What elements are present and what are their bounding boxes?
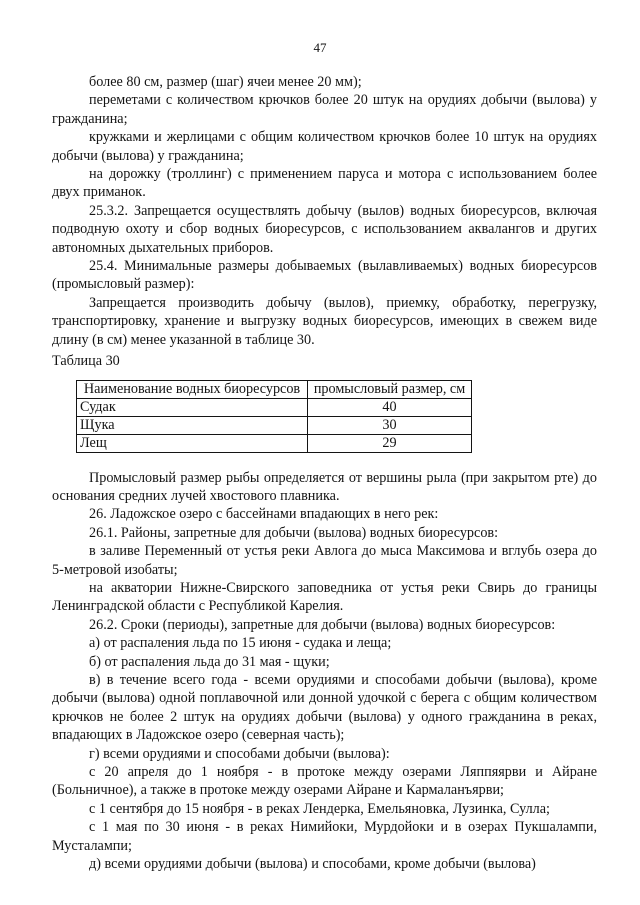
fish-size-table xyxy=(76,380,472,453)
paragraph: на дорожку (троллинг) с применением паруса и мотора с использованием более двух приманок. xyxy=(52,166,597,201)
document-body xyxy=(52,73,597,873)
paragraph: более 80 см, размер (шаг) ячеи менее 20 мм); xyxy=(89,74,362,90)
paragraph: Запрещается производить добычу (вылов), приемку, обработку, перегрузку, транспортировку, хранение и выгрузку водных биоресурсов, имеющих в свежем виде длину (в см) менее указанной в таблице 30. xyxy=(52,294,597,348)
table-cell-species: Судак xyxy=(77,398,308,416)
table-row xyxy=(77,416,472,434)
table-header-size: промысловый размер, см xyxy=(308,380,472,398)
paragraph: в заливе Переменный от устья реки Авлога до мыса Максимова и вглубь озера до 5-метровой изобаты; xyxy=(52,543,597,578)
table-row xyxy=(77,434,472,452)
table-cell-size: 30 xyxy=(308,416,472,434)
paragraph: 26.1. Районы, запретные для добычи (вылова) водных биоресурсов: xyxy=(89,524,499,541)
page-number: 47 xyxy=(313,40,327,55)
paragraph: д) всеми орудиями добычи (вылова) и способами, кроме добычи (вылова) xyxy=(89,856,536,873)
paragraph: б) от распаления льда до 31 мая - щуки; xyxy=(89,653,330,670)
table-row xyxy=(77,398,472,416)
table-cell-size: 29 xyxy=(308,434,472,452)
paragraph: 25.3.2. Запрещается осуществлять добычу (вылов) водных биоресурсов, включая подводную охоту и сбор водных биоресурсов, с использованием аквалангов и других автономных дыхательных приборов. xyxy=(52,202,597,256)
table-spacer xyxy=(52,453,597,469)
table-header-row xyxy=(77,380,472,398)
table-cell-species: Щука xyxy=(77,416,308,434)
paragraph: с 1 сентября до 15 ноября - в реках Лендерка, Емельяновка, Лузинка, Сулла; xyxy=(89,800,550,817)
paragraph: 25.4. Минимальные размеры добываемых (вылавливаемых) водных биоресурсов (промысловый размер): xyxy=(52,258,597,293)
paragraph: с 20 апреля до 1 ноября - в протоке между озерами Ляппяярви и Айране (Больничное), а также в протоке между озерами Айране и Кармаланъярви; xyxy=(52,764,597,799)
table-header-species: Наименование водных биоресурсов xyxy=(77,380,308,398)
paragraphs-before-table xyxy=(52,73,597,349)
paragraph: с 1 мая по 30 июня - в реках Нимийоки, Мурдойоки и в озерах Пукшалампи, Мусталампи; xyxy=(52,819,597,854)
table-caption: Таблица 30 xyxy=(52,353,120,370)
paragraph: 26. Ладожское озеро с бассейнами впадающих в него рек: xyxy=(89,506,439,523)
paragraph: г) всеми орудиями и способами добычи (вылова): xyxy=(89,745,390,762)
paragraph: Промысловый размер рыбы определяется от вершины рыла (при закрытом рте) до основания средних лучей хвостового плавника. xyxy=(52,469,597,504)
paragraph: кружками и жерлицами с общим количеством крючков более 10 штук на орудиях добычи (вылова) у гражданина; xyxy=(52,129,597,164)
paragraph: переметами с количеством крючков более 20 штук на орудиях добычи (вылова) у гражданина; xyxy=(52,92,597,127)
paragraph: 26.2. Сроки (периоды), запретные для добычи (вылова) водных биоресурсов: xyxy=(89,616,556,633)
paragraph: а) от распаления льда по 15 июня - судака и леща; xyxy=(89,635,392,652)
table-cell-species: Лещ xyxy=(77,434,308,452)
paragraph: на акватории Нижне-Свирского заповедника от устья реки Свирь до границы Ленинградской области с Республикой Карелия. xyxy=(52,579,597,615)
table-cell-size: 40 xyxy=(308,398,472,416)
paragraphs-after-table xyxy=(52,469,597,874)
paragraph: в) в течение всего года - всеми орудиями и способами добычи (вылова), кроме добычи (вылова) одной поплавочной или донной удочкой с берега с общим количеством крючков не более 2 штук на орудиях добычи (вылова) у одного гражданина в реках, впадающих в Ладожское озеро (северная часть); xyxy=(52,671,597,744)
